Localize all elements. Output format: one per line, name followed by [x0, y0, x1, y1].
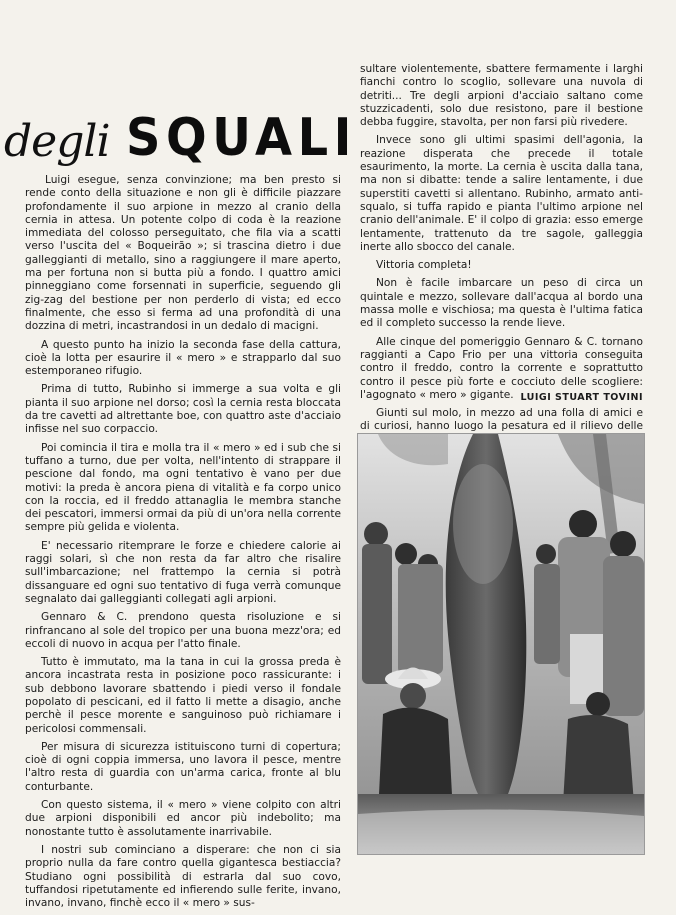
- paragraph: Per misura di sicurezza istituiscono turni di copertura; cioè di ogni coppia immersa, uno lavora il pesce, mentre l'altro resta di guardia con un'arma carica, fronte al blu conturbante.: [25, 740, 341, 793]
- paragraph: Non è facile imbarcare un peso di circa un quintale e mezzo, sollevare dall'acqua al bordo una massa molle e vischiosa; ma questa è l'ultima fatica ed il completo successo la rende lieve.: [360, 277, 643, 330]
- article-headline: [4, 92, 357, 168]
- right-text-column: [360, 63, 643, 465]
- paragraph: Con questo sistema, il « mero » viene colpito con altri due arpioni disponibili ed ancor più indebolito; ma nonostante tutto è assolutamente inarrivabile.: [25, 799, 341, 838]
- photo-illustration: [358, 434, 644, 854]
- paragraph: Tutto è immutato, ma la tana in cui la grossa preda è ancora incastrata resta in posizione poco rassicurante: i sub debbono lavorare sbattendo i piedi verso il fondale popolato di pescicani, ed il fatto li mette a disagio, anche perchè il pesce morente e sanguinoso può richiamare i pericolosi commensali.: [25, 656, 341, 735]
- headline-italic-part: degli: [4, 116, 110, 167]
- paragraph: Poi comincia il tira e molla tra il « mero » ed i sub che si tuffano a turno, due per volta, nell'intento di strappare il pescione dal fondo, ma ogni tentativo è vano per due motivi: la preda è ancora piena di vitalità e fa corpo unico con la roccia, ed il freddo attanaglia le membra stanche dei pescatori, immersi ormai da più di un'ora nella corrente sempre più gelida e violenta.: [25, 441, 341, 534]
- paragraph: sultare violentemente, sbattere fermamente i larghi fianchi contro lo scoglio, sollevare una nuvola di detriti... Tre degli arpioni d'acciaio saltano come stuzzicadenti, solo due resistono, pare il bestione debba fuggire, stavolta, per non farsi più rivedere.: [360, 63, 643, 129]
- paragraph: Alle cinque del pomeriggio Gennaro & C. tornano raggianti a Capo Frio per una vittoria conseguita contro il freddo, contro la corrente e soprattutto contro il pesce più forte e cocciuto delle scogliere: l'agognato « mero » gigante.: [360, 335, 643, 401]
- author-byline: LUIGI STUART TOVINI: [520, 392, 643, 403]
- left-text-column: [25, 174, 341, 915]
- paragraph: E' necessario ritemprare le forze e chiedere calorie ai raggi solari, sì che non resta da far altro che risalire sull'imbarcazione; nel frattempo la cernia si potrà dissanguare ed ogni suo tentativo di fuga verrà comunque segnalato dai galleggianti collegati agli arpioni.: [25, 539, 341, 605]
- paragraph: I nostri sub cominciano a disperare: che non ci sia proprio nulla da fare contro quella gigantesca bestiaccia? Studiano ogni possibilità di estrarla dal suo covo, tuffandosi ripetutamente ed infierendo sulle ferite, invano, invano, invano, finchè ecco il « mero » sus-: [25, 843, 341, 910]
- article-photo: [357, 433, 645, 855]
- paragraph: Prima di tutto, Rubinho si immerge a sua volta e gli pianta il suo arpione nel dorso; così la cernia resta bloccata da tre cavetti ad altrettante boe, con quattro aste d'acciaio infisse nel suo corpaccio.: [25, 383, 341, 436]
- paragraph: A questo punto ha inizio la seconda fase della cattura, cioè la lotta per esaurire il « mero » e strapparlo dal suo estemporaneo rifugio.: [25, 338, 341, 378]
- headline-bold-part: SQUALI: [125, 108, 357, 168]
- paragraph: Giunti sul molo, in mezzo ad una folla di amici e di curiosi, hanno luogo la pesatura ed il rilievo delle: [360, 407, 643, 433]
- paragraph: Invece sono gli ultimi spasimi dell'agonia, la reazione disperata che precede il totale esaurimento, la morte. La cernia è uscita dalla tana, ma non si dibatte: tende a salire lentamente, i due superstiti cavetti si allentano. Rubinho, armato anti-squalo, si tuffa rapido e pianta l'ultimo arpione nel cranio dell'animale. E' il colpo di grazia: esso emerge lentamente, trattenuto da tre sagole, galleggia inerte allo sbocco del canale.: [360, 134, 643, 253]
- paragraph: Luigi esegue, senza convinzione; ma ben presto si rende conto della situazione e non gli è difficile piazzare profondamente il suo arpione in mezzo al cranio della cernia in attesa. Un potente colpo di coda è la reazione immediata del colosso perseguitato, che fila via a scatti verso l'uscita del « Boqueirão »; si trascina dietro i due galleggianti di metallo, sino a raggiungere il mare aperto, ma per fortuna non si butta più a fondo. I quattro amici pinneggiano come forsennati in superficie, seguendo gli zig-zag del bestione per non perderlo di vista; ed ecco finalmente, che esso si ferma ad una profondità di una dozzina di metri, incastrandosi in un dedalo di macigni.: [25, 174, 341, 333]
- paragraph: Vittoria completa!: [376, 259, 472, 272]
- paragraph: Gennaro & C. prendono questa risoluzione e si rinfrancano al sole del tropico per una buona mezz'ora; ed eccoli di nuovo in acqua per l'atto finale.: [25, 611, 341, 650]
